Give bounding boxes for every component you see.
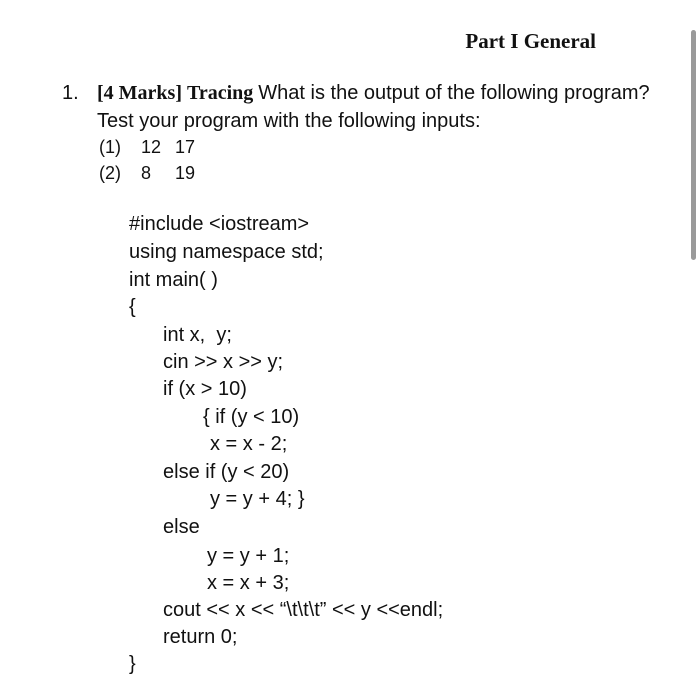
question-prompt: What is the output of the following program? <box>258 82 650 104</box>
code-line: using namespace std; <box>129 241 324 263</box>
question-topic: Tracing <box>186 82 254 104</box>
test-input-row <box>99 163 195 184</box>
input-value-b: 19 <box>175 163 196 183</box>
code-line: cin >> x >> y; <box>163 351 284 373</box>
code-line: { if (y < 10) <box>203 406 300 428</box>
question-number: 1. <box>62 82 79 104</box>
code-line: { <box>129 296 136 318</box>
input-value-b: 17 <box>175 137 196 157</box>
vertical-scrollbar[interactable] <box>691 30 696 260</box>
code-line: x = x - 2; <box>210 433 288 455</box>
code-line: int main( ) <box>129 269 218 291</box>
input-label: (2) <box>99 163 121 183</box>
code-line: } <box>129 653 136 675</box>
input-value-a: 8 <box>141 163 152 183</box>
code-line: return 0; <box>163 626 238 648</box>
input-value-a: 12 <box>141 137 162 157</box>
code-line: y = y + 4; } <box>210 488 305 510</box>
question-marks: [4 Marks] <box>97 82 182 104</box>
code-line: y = y + 1; <box>207 545 290 567</box>
code-line: int x, y; <box>163 324 232 346</box>
code-line: x = x + 3; <box>207 572 290 594</box>
test-input-row <box>99 137 195 158</box>
code-line: if (x > 10) <box>163 378 247 400</box>
code-line: else if (y < 20) <box>163 461 290 483</box>
question-heading <box>97 82 650 105</box>
code-line: else <box>163 516 200 538</box>
page-title: Part I General <box>465 29 596 53</box>
input-label: (1) <box>99 137 121 157</box>
code-line: #include <iostream> <box>129 213 310 235</box>
code-line: cout << x << “\t\t\t” << y <<endl; <box>163 599 444 621</box>
test-instructions: Test your program with the following inputs: <box>97 110 481 132</box>
